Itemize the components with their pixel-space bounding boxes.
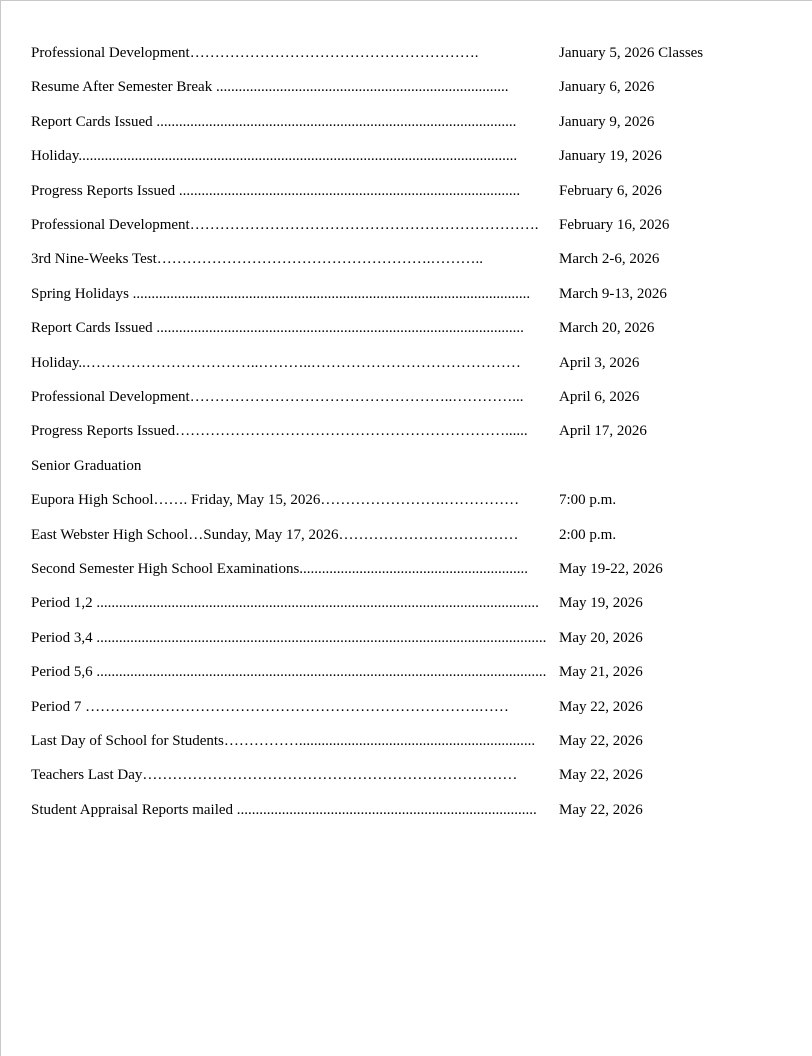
schedule-row [31, 490, 772, 510]
section-heading-row [31, 456, 772, 476]
schedule-row [31, 731, 772, 751]
row-date: March 2-6, 2026 [559, 251, 660, 267]
row-date: May 22, 2026 [559, 699, 643, 715]
row-label: Student Appraisal Reports mailed ................................................................................ [31, 802, 537, 818]
row-date: May 22, 2026 [559, 802, 643, 818]
row-label: Resume After Semester Break .............................................................................. [31, 79, 509, 95]
schedule-row [31, 353, 772, 373]
row-date: 2:00 p.m. [559, 527, 617, 543]
row-label: Period 1,2 ...................................................................................................................... [31, 595, 539, 611]
schedule-row [31, 112, 772, 132]
row-label: Period 5,6 ........................................................................................................................ [31, 664, 547, 680]
row-label: Professional Development……………………………………………………………. [31, 217, 539, 233]
schedule-row [31, 525, 772, 545]
schedule-row [31, 387, 772, 407]
schedule-row [31, 181, 772, 201]
schedule-row [31, 43, 772, 63]
row-date: April 6, 2026 [559, 389, 640, 405]
row-date: April 17, 2026 [559, 423, 647, 439]
row-label: Professional Development……………………………………………..…………... [31, 389, 524, 405]
row-date: April 3, 2026 [559, 355, 640, 371]
schedule-row [31, 662, 772, 682]
row-date: May 19, 2026 [559, 595, 643, 611]
row-label: Holiday..................................................................................................................... [31, 148, 518, 164]
row-label: Professional Development…………………………………………………. [31, 45, 479, 61]
row-label: Teachers Last Day………………………………………………………………… [31, 767, 518, 783]
row-label: Holiday..……………………………..………..…………………………………… [31, 355, 521, 371]
row-date: 7:00 p.m. [559, 492, 617, 508]
row-date: March 9-13, 2026 [559, 286, 667, 302]
schedule-row [31, 559, 772, 579]
row-label: 3rd Nine-Weeks Test……………………………………………….……….. [31, 251, 484, 267]
row-date: May 22, 2026 [559, 733, 643, 749]
row-label: East Webster High School…Sunday, May 17, 2026……………………………… [31, 527, 519, 543]
schedule-row [31, 146, 772, 166]
row-label: Report Cards Issued .................................................................................................. [31, 320, 524, 336]
schedule-row [31, 215, 772, 235]
section-heading: Senior Graduation [31, 458, 142, 474]
row-label: Second Semester High School Examinations............................................................. [31, 561, 529, 577]
schedule-row [31, 77, 772, 97]
row-date: May 22, 2026 [559, 767, 643, 783]
row-date: February 16, 2026 [559, 217, 670, 233]
row-date: May 20, 2026 [559, 630, 643, 646]
schedule-row [31, 800, 772, 820]
row-label: Report Cards Issued ................................................................................................ [31, 114, 517, 130]
row-label: Progress Reports Issued…………………………………………………………...... [31, 423, 528, 439]
row-date: January 9, 2026 [559, 114, 655, 130]
row-label: Period 3,4 ........................................................................................................................ [31, 630, 547, 646]
schedule-row [31, 249, 772, 269]
row-date: January 5, 2026 Classes [559, 45, 704, 61]
row-date: January 19, 2026 [559, 148, 662, 164]
row-label: Period 7 …………………………………………………………………….…… [31, 699, 509, 715]
row-date: May 19-22, 2026 [559, 561, 663, 577]
schedule-row [31, 593, 772, 613]
schedule-row [31, 765, 772, 785]
row-date: May 21, 2026 [559, 664, 643, 680]
schedule-row [31, 318, 772, 338]
row-label: Last Day of School for Students……………............................................................... [31, 733, 536, 749]
schedule-row [31, 628, 772, 648]
schedule-row [31, 697, 772, 717]
schedule-row [31, 284, 772, 304]
row-date: February 6, 2026 [559, 183, 662, 199]
row-date: March 20, 2026 [559, 320, 655, 336]
row-date: January 6, 2026 [559, 79, 655, 95]
schedule-row [31, 421, 772, 441]
row-label: Eupora High School……. Friday, May 15, 2026…………………….…………… [31, 492, 520, 508]
row-label: Progress Reports Issued ........................................................................................... [31, 183, 521, 199]
row-label: Spring Holidays .......................................................................................................... [31, 286, 531, 302]
